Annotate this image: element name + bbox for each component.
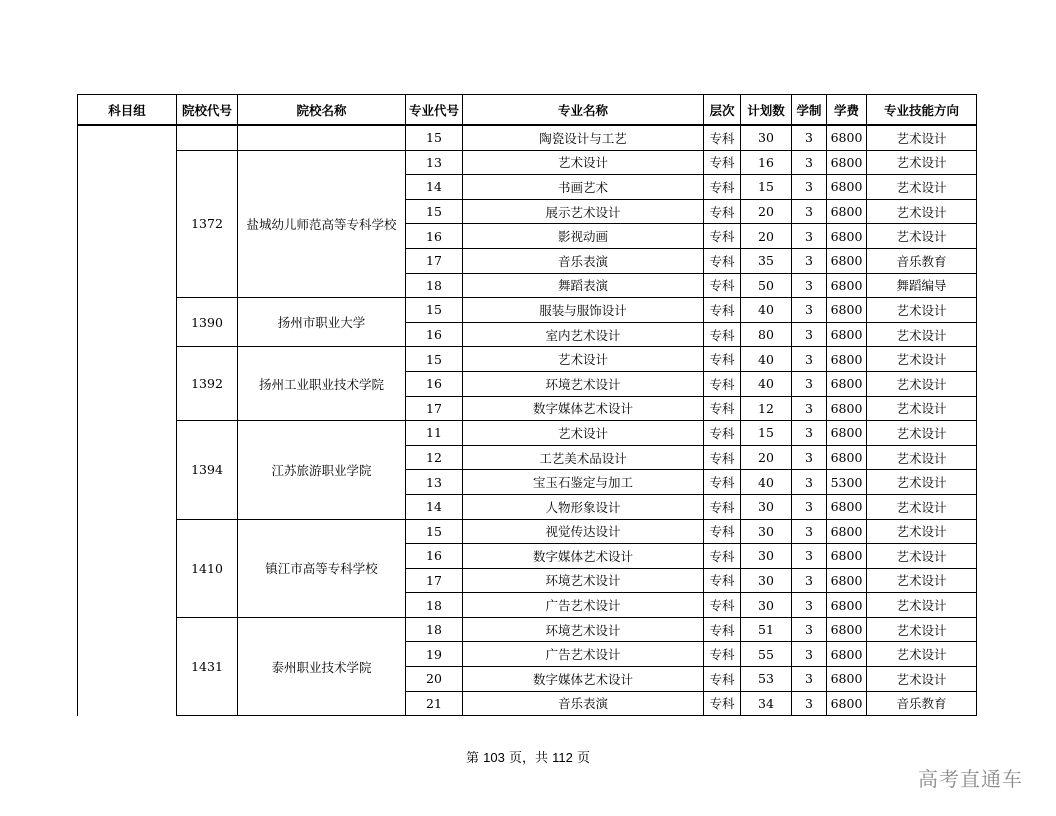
level-cell: 专科 bbox=[704, 199, 741, 224]
major-code-cell: 16 bbox=[406, 322, 463, 347]
major-name-cell: 视觉传达设计 bbox=[463, 519, 704, 544]
skill-direction-cell: 艺术设计 bbox=[867, 519, 977, 544]
level-cell: 专科 bbox=[704, 593, 741, 618]
school-name-cell: 江苏旅游职业学院 bbox=[238, 421, 406, 519]
tuition-cell: 6800 bbox=[827, 199, 867, 224]
tuition-cell: 6800 bbox=[827, 642, 867, 667]
major-code-cell: 17 bbox=[406, 568, 463, 593]
skill-direction-cell: 舞蹈编导 bbox=[867, 273, 977, 298]
school-code-cell: 1390 bbox=[177, 298, 238, 347]
level-cell: 专科 bbox=[704, 421, 741, 446]
major-name-cell: 数字媒体艺术设计 bbox=[463, 544, 704, 569]
major-name-header: 专业名称 bbox=[463, 95, 704, 126]
skill-direction-cell: 艺术设计 bbox=[867, 494, 977, 519]
school-name-header: 院校名称 bbox=[238, 95, 406, 126]
tuition-cell: 6800 bbox=[827, 322, 867, 347]
tuition-header: 学费 bbox=[827, 95, 867, 126]
table-row bbox=[78, 617, 977, 642]
plan-count-cell: 15 bbox=[741, 421, 792, 446]
table-header-row bbox=[78, 95, 977, 126]
footer-page-number: 103 bbox=[483, 750, 505, 765]
skill-direction-cell: 艺术设计 bbox=[867, 150, 977, 175]
level-cell: 专科 bbox=[704, 150, 741, 175]
plan-count-cell: 34 bbox=[741, 691, 792, 716]
major-code-cell: 16 bbox=[406, 371, 463, 396]
skill-direction-cell: 艺术设计 bbox=[867, 667, 977, 692]
tuition-cell: 6800 bbox=[827, 150, 867, 175]
major-name-cell: 陶瓷设计与工艺 bbox=[463, 125, 704, 150]
school-name-cell: 扬州工业职业技术学院 bbox=[238, 347, 406, 421]
table-row bbox=[78, 347, 977, 372]
duration-cell: 3 bbox=[792, 421, 827, 446]
school-name-cell: 泰州职业技术学院 bbox=[238, 617, 406, 715]
tuition-cell: 6800 bbox=[827, 224, 867, 249]
level-cell: 专科 bbox=[704, 347, 741, 372]
major-name-cell: 舞蹈表演 bbox=[463, 273, 704, 298]
duration-cell: 3 bbox=[792, 494, 827, 519]
major-name-cell: 数字媒体艺术设计 bbox=[463, 667, 704, 692]
major-code-cell: 15 bbox=[406, 199, 463, 224]
major-code-cell: 15 bbox=[406, 519, 463, 544]
level-cell: 专科 bbox=[704, 322, 741, 347]
major-code-header: 专业代号 bbox=[406, 95, 463, 126]
skill-direction-cell: 音乐教育 bbox=[867, 691, 977, 716]
duration-cell: 3 bbox=[792, 150, 827, 175]
tuition-cell: 6800 bbox=[827, 617, 867, 642]
skill-direction-header: 专业技能方向 bbox=[867, 95, 977, 126]
duration-cell: 3 bbox=[792, 125, 827, 150]
page-footer bbox=[0, 747, 1056, 766]
table-row bbox=[78, 421, 977, 446]
duration-cell: 3 bbox=[792, 322, 827, 347]
tuition-cell: 6800 bbox=[827, 175, 867, 200]
plan-count-cell: 80 bbox=[741, 322, 792, 347]
duration-cell: 3 bbox=[792, 273, 827, 298]
tuition-cell: 6800 bbox=[827, 593, 867, 618]
level-cell: 专科 bbox=[704, 224, 741, 249]
major-name-cell: 广告艺术设计 bbox=[463, 642, 704, 667]
footer-middle: 页，共 bbox=[504, 751, 553, 766]
tuition-cell: 6800 bbox=[827, 691, 867, 716]
duration-cell: 3 bbox=[792, 347, 827, 372]
major-code-cell: 18 bbox=[406, 273, 463, 298]
skill-direction-cell: 艺术设计 bbox=[867, 125, 977, 150]
skill-direction-cell: 艺术设计 bbox=[867, 568, 977, 593]
plan-count-cell: 55 bbox=[741, 642, 792, 667]
skill-direction-cell: 艺术设计 bbox=[867, 470, 977, 495]
major-code-cell: 17 bbox=[406, 248, 463, 273]
level-cell: 专科 bbox=[704, 298, 741, 323]
skill-direction-cell: 音乐教育 bbox=[867, 248, 977, 273]
major-name-cell: 影视动画 bbox=[463, 224, 704, 249]
plan-count-cell: 51 bbox=[741, 617, 792, 642]
major-code-cell: 15 bbox=[406, 298, 463, 323]
tuition-cell: 6800 bbox=[827, 396, 867, 421]
school-name-cell bbox=[238, 125, 406, 150]
plan-count-cell: 40 bbox=[741, 347, 792, 372]
level-cell: 专科 bbox=[704, 396, 741, 421]
tuition-cell: 6800 bbox=[827, 347, 867, 372]
tuition-cell: 6800 bbox=[827, 273, 867, 298]
level-cell: 专科 bbox=[704, 494, 741, 519]
table-body bbox=[78, 125, 977, 716]
plan-count-cell: 30 bbox=[741, 544, 792, 569]
duration-cell: 3 bbox=[792, 175, 827, 200]
school-name-cell: 镇江市高等专科学校 bbox=[238, 519, 406, 617]
skill-direction-cell: 艺术设计 bbox=[867, 617, 977, 642]
duration-cell: 3 bbox=[792, 593, 827, 618]
skill-direction-cell: 艺术设计 bbox=[867, 199, 977, 224]
major-code-cell: 19 bbox=[406, 642, 463, 667]
skill-direction-cell: 艺术设计 bbox=[867, 593, 977, 618]
tuition-cell: 6800 bbox=[827, 248, 867, 273]
plan-count-cell: 40 bbox=[741, 371, 792, 396]
school-code-cell: 1392 bbox=[177, 347, 238, 421]
major-name-cell: 艺术设计 bbox=[463, 347, 704, 372]
skill-direction-cell: 艺术设计 bbox=[867, 642, 977, 667]
duration-cell: 3 bbox=[792, 396, 827, 421]
major-code-cell: 14 bbox=[406, 175, 463, 200]
major-code-cell: 14 bbox=[406, 494, 463, 519]
plan-count-cell: 53 bbox=[741, 667, 792, 692]
duration-cell: 3 bbox=[792, 371, 827, 396]
footer-suffix: 页 bbox=[572, 751, 590, 766]
level-cell: 专科 bbox=[704, 470, 741, 495]
plan-count-cell: 40 bbox=[741, 298, 792, 323]
major-code-cell: 15 bbox=[406, 347, 463, 372]
major-code-cell: 11 bbox=[406, 421, 463, 446]
plan-count-cell: 20 bbox=[741, 445, 792, 470]
tuition-cell: 6800 bbox=[827, 568, 867, 593]
major-code-cell: 18 bbox=[406, 617, 463, 642]
duration-cell: 3 bbox=[792, 298, 827, 323]
level-cell: 专科 bbox=[704, 125, 741, 150]
plan-count-cell: 30 bbox=[741, 494, 792, 519]
level-cell: 专科 bbox=[704, 519, 741, 544]
major-name-cell: 服装与服饰设计 bbox=[463, 298, 704, 323]
level-header: 层次 bbox=[704, 95, 741, 126]
plan-count-cell: 12 bbox=[741, 396, 792, 421]
level-cell: 专科 bbox=[704, 445, 741, 470]
major-name-cell: 环境艺术设计 bbox=[463, 371, 704, 396]
major-code-cell: 18 bbox=[406, 593, 463, 618]
duration-cell: 3 bbox=[792, 568, 827, 593]
plan-count-cell: 30 bbox=[741, 593, 792, 618]
table-row bbox=[78, 519, 977, 544]
subject-group-header: 科目组 bbox=[78, 95, 177, 126]
school-code-cell: 1431 bbox=[177, 617, 238, 715]
skill-direction-cell: 艺术设计 bbox=[867, 371, 977, 396]
school-name-cell: 盐城幼儿师范高等专科学校 bbox=[238, 150, 406, 298]
duration-cell: 3 bbox=[792, 617, 827, 642]
watermark: 高考直通车 bbox=[918, 767, 1023, 791]
level-cell: 专科 bbox=[704, 248, 741, 273]
plan-count-cell: 20 bbox=[741, 199, 792, 224]
major-name-cell: 艺术设计 bbox=[463, 150, 704, 175]
level-cell: 专科 bbox=[704, 617, 741, 642]
level-cell: 专科 bbox=[704, 691, 741, 716]
level-cell: 专科 bbox=[704, 273, 741, 298]
major-code-cell: 13 bbox=[406, 150, 463, 175]
major-name-cell: 展示艺术设计 bbox=[463, 199, 704, 224]
skill-direction-cell: 艺术设计 bbox=[867, 322, 977, 347]
major-name-cell: 音乐表演 bbox=[463, 691, 704, 716]
school-code-cell: 1394 bbox=[177, 421, 238, 519]
major-name-cell: 艺术设计 bbox=[463, 421, 704, 446]
major-code-cell: 17 bbox=[406, 396, 463, 421]
major-code-cell: 21 bbox=[406, 691, 463, 716]
major-name-cell: 宝玉石鉴定与加工 bbox=[463, 470, 704, 495]
plan-count-cell: 40 bbox=[741, 470, 792, 495]
school-code-header: 院校代号 bbox=[177, 95, 238, 126]
plan-count-cell: 35 bbox=[741, 248, 792, 273]
major-code-cell: 15 bbox=[406, 125, 463, 150]
school-code-cell: 1410 bbox=[177, 519, 238, 617]
level-cell: 专科 bbox=[704, 544, 741, 569]
duration-cell: 3 bbox=[792, 445, 827, 470]
plan-count-cell: 50 bbox=[741, 273, 792, 298]
level-cell: 专科 bbox=[704, 667, 741, 692]
duration-cell: 3 bbox=[792, 224, 827, 249]
skill-direction-cell: 艺术设计 bbox=[867, 298, 977, 323]
skill-direction-cell: 艺术设计 bbox=[867, 396, 977, 421]
footer-prefix: 第 bbox=[466, 751, 484, 766]
school-code-cell: 1372 bbox=[177, 150, 238, 298]
plan-count-cell: 15 bbox=[741, 175, 792, 200]
major-code-cell: 20 bbox=[406, 667, 463, 692]
plan-count-cell: 30 bbox=[741, 125, 792, 150]
duration-header: 学制 bbox=[792, 95, 827, 126]
duration-cell: 3 bbox=[792, 642, 827, 667]
skill-direction-cell: 艺术设计 bbox=[867, 445, 977, 470]
skill-direction-cell: 艺术设计 bbox=[867, 175, 977, 200]
tuition-cell: 6800 bbox=[827, 445, 867, 470]
tuition-cell: 6800 bbox=[827, 125, 867, 150]
tuition-cell: 6800 bbox=[827, 371, 867, 396]
major-name-cell: 数字媒体艺术设计 bbox=[463, 396, 704, 421]
major-name-cell: 工艺美术品设计 bbox=[463, 445, 704, 470]
level-cell: 专科 bbox=[704, 371, 741, 396]
plan-count-header: 计划数 bbox=[741, 95, 792, 126]
major-name-cell: 广告艺术设计 bbox=[463, 593, 704, 618]
major-code-cell: 16 bbox=[406, 224, 463, 249]
tuition-cell: 6800 bbox=[827, 421, 867, 446]
major-name-cell: 书画艺术 bbox=[463, 175, 704, 200]
duration-cell: 3 bbox=[792, 470, 827, 495]
major-name-cell: 人物形象设计 bbox=[463, 494, 704, 519]
skill-direction-cell: 艺术设计 bbox=[867, 544, 977, 569]
skill-direction-cell: 艺术设计 bbox=[867, 347, 977, 372]
major-name-cell: 音乐表演 bbox=[463, 248, 704, 273]
duration-cell: 3 bbox=[792, 519, 827, 544]
duration-cell: 3 bbox=[792, 544, 827, 569]
major-code-cell: 12 bbox=[406, 445, 463, 470]
skill-direction-cell: 艺术设计 bbox=[867, 224, 977, 249]
table-row bbox=[78, 150, 977, 175]
plan-count-cell: 16 bbox=[741, 150, 792, 175]
level-cell: 专科 bbox=[704, 568, 741, 593]
tuition-cell: 6800 bbox=[827, 544, 867, 569]
major-code-cell: 13 bbox=[406, 470, 463, 495]
school-name-cell: 扬州市职业大学 bbox=[238, 298, 406, 347]
major-code-cell: 16 bbox=[406, 544, 463, 569]
table-row bbox=[78, 125, 977, 150]
major-name-cell: 环境艺术设计 bbox=[463, 617, 704, 642]
plan-count-cell: 30 bbox=[741, 568, 792, 593]
level-cell: 专科 bbox=[704, 642, 741, 667]
plan-count-cell: 30 bbox=[741, 519, 792, 544]
admissions-table bbox=[77, 94, 977, 716]
duration-cell: 3 bbox=[792, 667, 827, 692]
skill-direction-cell: 艺术设计 bbox=[867, 421, 977, 446]
duration-cell: 3 bbox=[792, 691, 827, 716]
major-name-cell: 环境艺术设计 bbox=[463, 568, 704, 593]
tuition-cell: 6800 bbox=[827, 298, 867, 323]
major-name-cell: 室内艺术设计 bbox=[463, 322, 704, 347]
school-code-cell bbox=[177, 125, 238, 150]
tuition-cell: 6800 bbox=[827, 494, 867, 519]
tuition-cell: 6800 bbox=[827, 667, 867, 692]
tuition-cell: 5300 bbox=[827, 470, 867, 495]
subject-group-cell bbox=[78, 125, 177, 716]
duration-cell: 3 bbox=[792, 199, 827, 224]
level-cell: 专科 bbox=[704, 175, 741, 200]
duration-cell: 3 bbox=[792, 248, 827, 273]
footer-total-pages: 112 bbox=[552, 750, 573, 765]
plan-count-cell: 20 bbox=[741, 224, 792, 249]
tuition-cell: 6800 bbox=[827, 519, 867, 544]
table-row bbox=[78, 298, 977, 323]
